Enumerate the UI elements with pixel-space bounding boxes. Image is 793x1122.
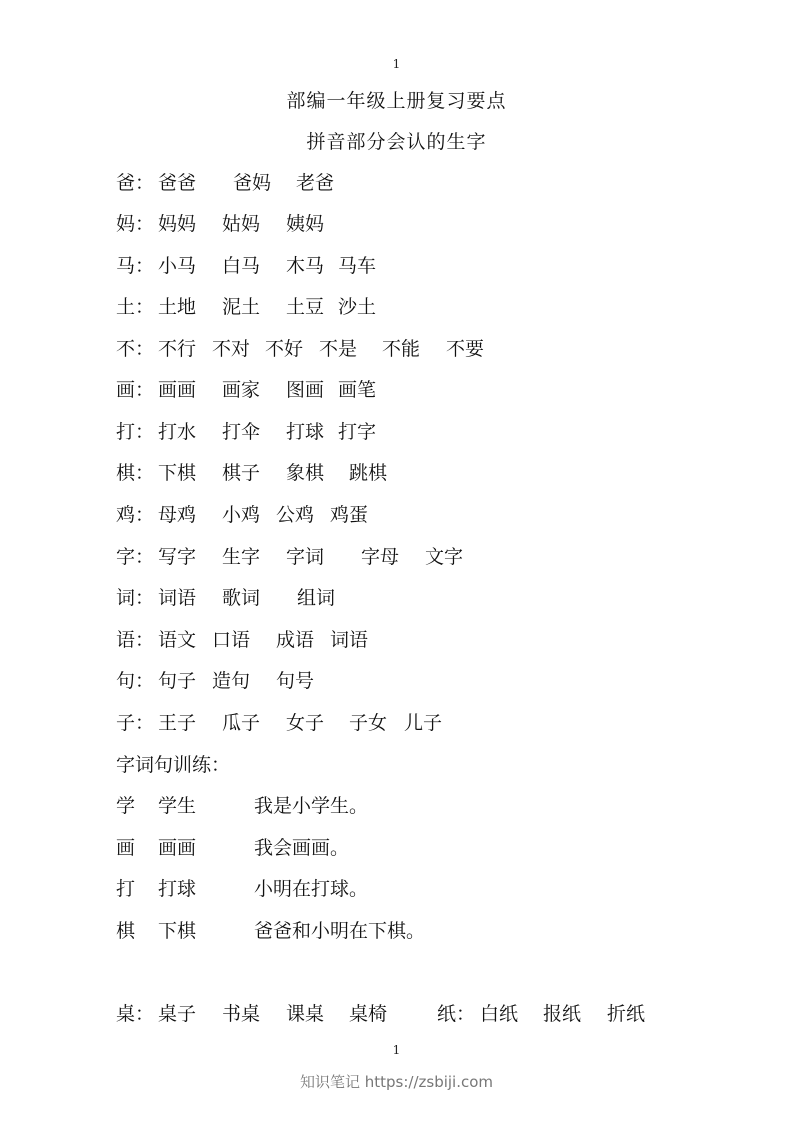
vocab-label: 爸： — [116, 172, 155, 194]
vocab-word: 文字 — [425, 546, 464, 568]
vocab-word: 子女 — [349, 712, 388, 734]
training-word: 下棋 — [158, 920, 197, 942]
vocab-word: 白马 — [222, 255, 261, 277]
vocab-word: 字母 — [361, 546, 400, 568]
vocab-word: 画家 — [222, 379, 261, 401]
vocab-word: 桌椅 — [349, 1003, 388, 1025]
vocab-label: 语： — [116, 629, 155, 651]
vocab-label: 字： — [116, 546, 155, 568]
vocab-word: 句号 — [276, 670, 315, 692]
vocab-word: 不能 — [382, 338, 421, 360]
vocab-word: 语文 — [158, 629, 197, 651]
vocab-label: 桌： — [116, 1003, 155, 1025]
vocab-word: 组词 — [297, 587, 336, 609]
vocab-word: 画笔 — [338, 379, 377, 401]
training-char: 画 — [116, 837, 136, 859]
vocab-label: 句： — [116, 670, 155, 692]
training-word: 打球 — [158, 878, 197, 900]
training-heading: 字词句训练： — [116, 754, 231, 776]
page-title: 部编一年级上册复习要点 — [286, 90, 507, 112]
training-char: 棋 — [116, 920, 136, 942]
vocab-word: 不要 — [446, 338, 485, 360]
vocab-word: 泥土 — [222, 296, 261, 318]
vocab-word: 图画 — [286, 379, 325, 401]
training-sentence: 我是小学生。 — [254, 795, 369, 817]
vocab-word: 不好 — [265, 338, 304, 360]
vocab-label: 子： — [116, 712, 155, 734]
vocab-word: 白纸 — [480, 1003, 519, 1025]
vocab-word: 歌词 — [222, 587, 261, 609]
vocab-word: 鸡蛋 — [330, 504, 369, 526]
vocab-word: 打伞 — [222, 421, 261, 443]
vocab-word: 儿子 — [404, 712, 443, 734]
vocab-word: 小鸡 — [222, 504, 261, 526]
watermark-text: 知识笔记 https://zsbiji.com — [299, 1073, 494, 1091]
vocab-word: 打球 — [286, 421, 325, 443]
vocab-word: 词语 — [158, 587, 197, 609]
vocab-word: 生字 — [222, 546, 261, 568]
vocab-word: 老爸 — [296, 172, 335, 194]
vocab-word: 不行 — [158, 338, 197, 360]
vocab-label: 鸡： — [116, 504, 155, 526]
vocab-word: 桌子 — [158, 1003, 197, 1025]
vocab-label: 词： — [116, 587, 155, 609]
vocab-word: 词语 — [330, 629, 369, 651]
vocab-word: 瓜子 — [222, 712, 261, 734]
vocab-word: 书桌 — [222, 1003, 261, 1025]
vocab-label: 妈： — [116, 213, 155, 235]
vocab-word: 小马 — [158, 255, 197, 277]
vocab-word: 马车 — [338, 255, 377, 277]
vocab-label: 不： — [116, 338, 155, 360]
vocab-word: 不对 — [212, 338, 251, 360]
training-sentence: 小明在打球。 — [254, 878, 369, 900]
vocab-word: 沙土 — [338, 296, 377, 318]
vocab-word: 成语 — [276, 629, 315, 651]
vocab-label: 棋： — [116, 462, 155, 484]
vocab-word: 母鸡 — [158, 504, 197, 526]
vocab-word: 公鸡 — [276, 504, 315, 526]
training-sentence: 爸爸和小明在下棋。 — [254, 920, 426, 942]
vocab-word: 不是 — [319, 338, 358, 360]
vocab-word: 句子 — [158, 670, 197, 692]
vocab-word: 象棋 — [286, 462, 325, 484]
vocab-label: 土： — [116, 296, 155, 318]
vocab-word: 下棋 — [158, 462, 197, 484]
vocab-word: 打水 — [158, 421, 197, 443]
vocab-word: 爸爸 — [158, 172, 197, 194]
vocab-word: 女子 — [286, 712, 325, 734]
vocab-word: 棋子 — [222, 462, 261, 484]
vocab-word: 姑妈 — [222, 213, 261, 235]
training-char: 学 — [116, 795, 136, 817]
vocab-word: 土豆 — [286, 296, 325, 318]
page-subtitle: 拼音部分会认的生字 — [306, 131, 487, 153]
vocab-label: 马： — [116, 255, 155, 277]
vocab-word: 课桌 — [286, 1003, 325, 1025]
training-word: 学生 — [158, 795, 197, 817]
page-number-bottom: 1 — [392, 1043, 401, 1057]
vocab-word: 姨妈 — [286, 213, 325, 235]
vocab-word: 土地 — [158, 296, 197, 318]
training-sentence: 我会画画。 — [254, 837, 350, 859]
vocab-word: 打字 — [338, 421, 377, 443]
vocab-word: 木马 — [286, 255, 325, 277]
vocab-word: 折纸 — [607, 1003, 646, 1025]
vocab-label: 画： — [116, 379, 155, 401]
training-word: 画画 — [158, 837, 197, 859]
vocab-word: 王子 — [158, 712, 197, 734]
vocab-word: 画画 — [158, 379, 197, 401]
vocab-label: 纸： — [437, 1003, 476, 1025]
vocab-word: 口语 — [212, 629, 251, 651]
page-number-top: 1 — [392, 57, 401, 71]
vocab-word: 写字 — [158, 546, 197, 568]
vocab-label: 打： — [116, 421, 155, 443]
training-char: 打 — [116, 878, 136, 900]
vocab-word: 爸妈 — [233, 172, 272, 194]
vocab-word: 造句 — [212, 670, 251, 692]
vocab-word: 报纸 — [543, 1003, 582, 1025]
vocab-word: 跳棋 — [349, 462, 388, 484]
vocab-word: 妈妈 — [158, 213, 197, 235]
vocab-word: 字词 — [286, 546, 325, 568]
